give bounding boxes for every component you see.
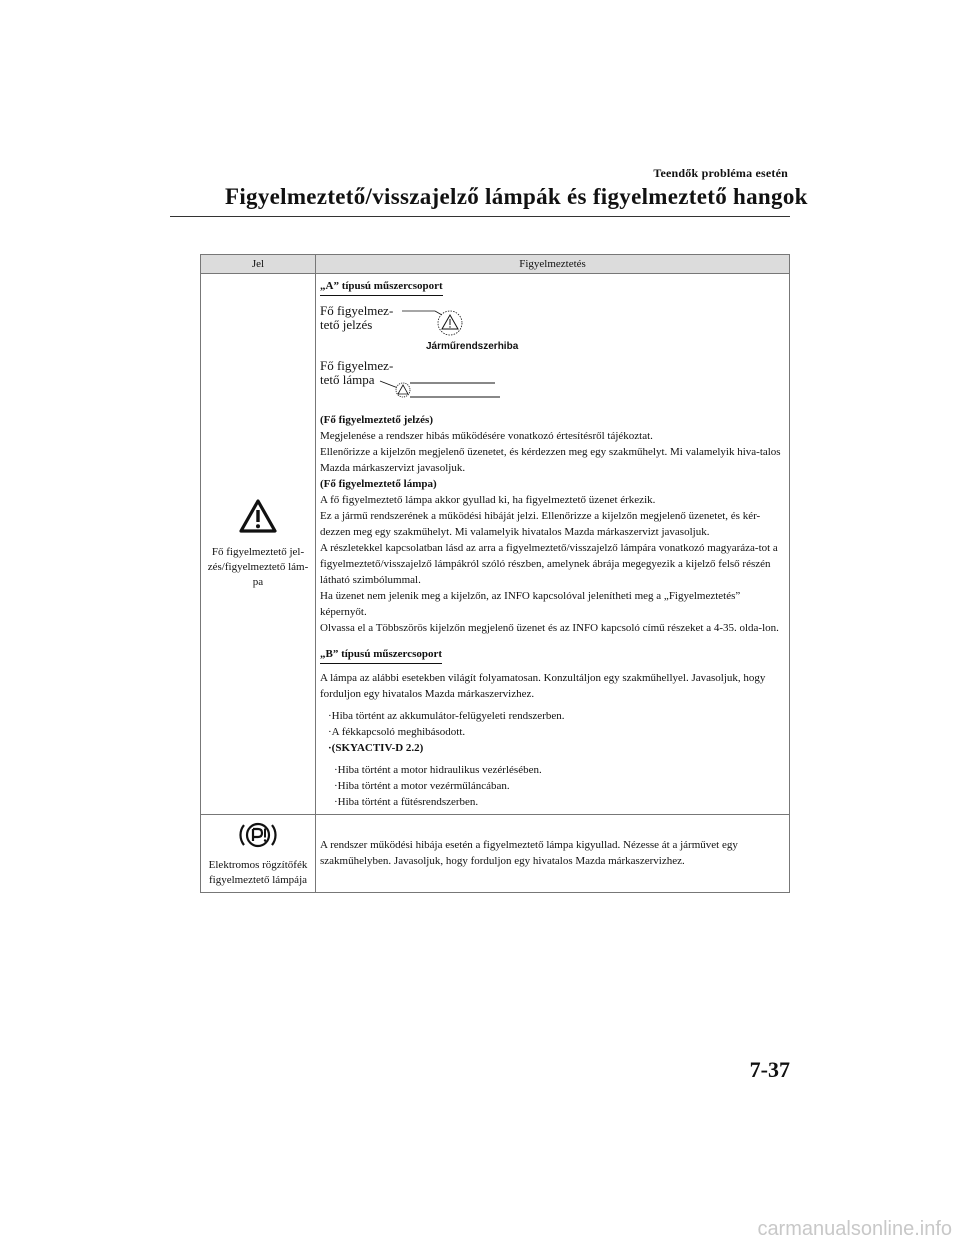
diagram-label-indicator: Fő figyelmez- tető jelzés: [320, 303, 394, 332]
bullet-item: ·Hiba történt az akkumulátor-felügyeleti rendszerben.: [328, 710, 565, 722]
column-header-warning: Figyelmeztetés: [316, 255, 790, 274]
text-line: Olvassa el a Többszörös kijelzőn megjelenő üzenet és az INFO kapcsoló című részeket a 4-35. olda-lon.: [320, 622, 779, 634]
text-line: (Fő figyelmeztető lámpa): [320, 478, 437, 490]
symbol-cell: [201, 274, 316, 815]
section-header: Teendők probléma esetén: [653, 166, 788, 180]
symbol-cell: [201, 815, 316, 893]
watermark: carmanualsonline.info: [757, 1218, 952, 1240]
type-b-heading: „B” típusú műszercsoport: [320, 646, 442, 664]
diagram-caption: Járműrendszerhiba: [426, 341, 519, 352]
warning-content: [316, 815, 790, 893]
diagram-label-lamp: Fő figyelmez- tető lámpa: [320, 358, 394, 387]
table-row: [201, 274, 790, 815]
header-rule: [170, 216, 790, 217]
page-number: 7-37: [749, 1057, 790, 1082]
text-line: (Fő figyelmeztető jelzés): [320, 414, 433, 426]
warning-triangle-icon: [238, 498, 278, 534]
text-line: Ha üzenet nem jelenik meg a kijelzőn, az INFO kapcsolóval jelenítheti meg a „Figyelmeztetés” képernyőt.: [320, 590, 741, 618]
table-row: [201, 815, 790, 893]
text-line: Ez a jármű rendszerének a működési hibáját jelzi. Ellenőrizze a kijelzőn megjelenő üzenetet, és kér-dezzen meg egy szakműhelyt. Mi valamelyik hivatalos Mazda márkaszervizt javasoljuk.: [320, 510, 761, 538]
text-line: Megjelenése a rendszer hibás működésére vonatkozó értesítésről tájékoztat.: [320, 430, 653, 442]
warning-table: [200, 254, 790, 893]
diagram-graphic: [320, 302, 790, 412]
sub-bullet-item: ·Hiba történt a motor vezérműláncában.: [334, 780, 510, 792]
warning-content: [316, 274, 790, 815]
row2-text: A rendszer működési hibája esetén a figyelmeztető lámpa kigyullad. Nézesse át a járművet egy szakműhelyben. Javasoljuk, hogy forduljon egy hivatalos Mazda márkaszervizhez.: [320, 839, 738, 867]
symbol-label: Elektromos rögzítőfék figyelmeztető lámpája: [208, 859, 308, 886]
cluster-diagram: [320, 302, 785, 412]
page-title: Figyelmeztető/visszajelző lámpák és figyelmeztető hangok: [225, 184, 808, 209]
column-header-jel: Jel: [201, 255, 316, 274]
bullet-item: ·A fékkapcsoló meghibásodott.: [328, 726, 466, 738]
text-line: A részletekkel kapcsolatban lásd az arra a figyelmeztető/visszajelző lámpára vonatkozó magyaráza-tot a figyelmeztető/visszajelző lámpákról szóló részben, amelynek ábrája megegyezik a kijelző felső részén látható szimbólummal.: [320, 542, 778, 586]
type-b-text: A lámpa az alábbi esetekben világít folyamatosan. Konzultáljon egy szakműhellyel. Javasoljuk, hogy forduljon egy hivatalos Mazda márkaszervizhez.: [320, 672, 766, 700]
type-a-heading: „A” típusú műszercsoport: [320, 278, 443, 296]
text-line: A fő figyelmeztető lámpa akkor gyullad ki, ha figyelmeztető üzenet érkezik.: [320, 494, 656, 506]
sub-bullet-item: ·Hiba történt a motor hidraulikus vezérlésében.: [334, 764, 542, 776]
table-header-row: [201, 255, 790, 274]
parking-brake-warning-icon: [235, 819, 281, 851]
text-line: Ellenőrizze a kijelzőn megjelenő üzenetet, és kérdezzen meg egy szakműhelyt. Mi valamelyik hiva-talos Mazda márkaszervizt javasoljuk.: [320, 446, 781, 474]
sub-bullet-item: ·Hiba történt a fűtésrendszerben.: [334, 796, 479, 808]
bullet-item: ·(SKYACTIV-D 2.2): [328, 742, 424, 754]
symbol-label: Fő figyelmeztető jel-zés/figyelmeztető lám-pa: [207, 546, 309, 588]
